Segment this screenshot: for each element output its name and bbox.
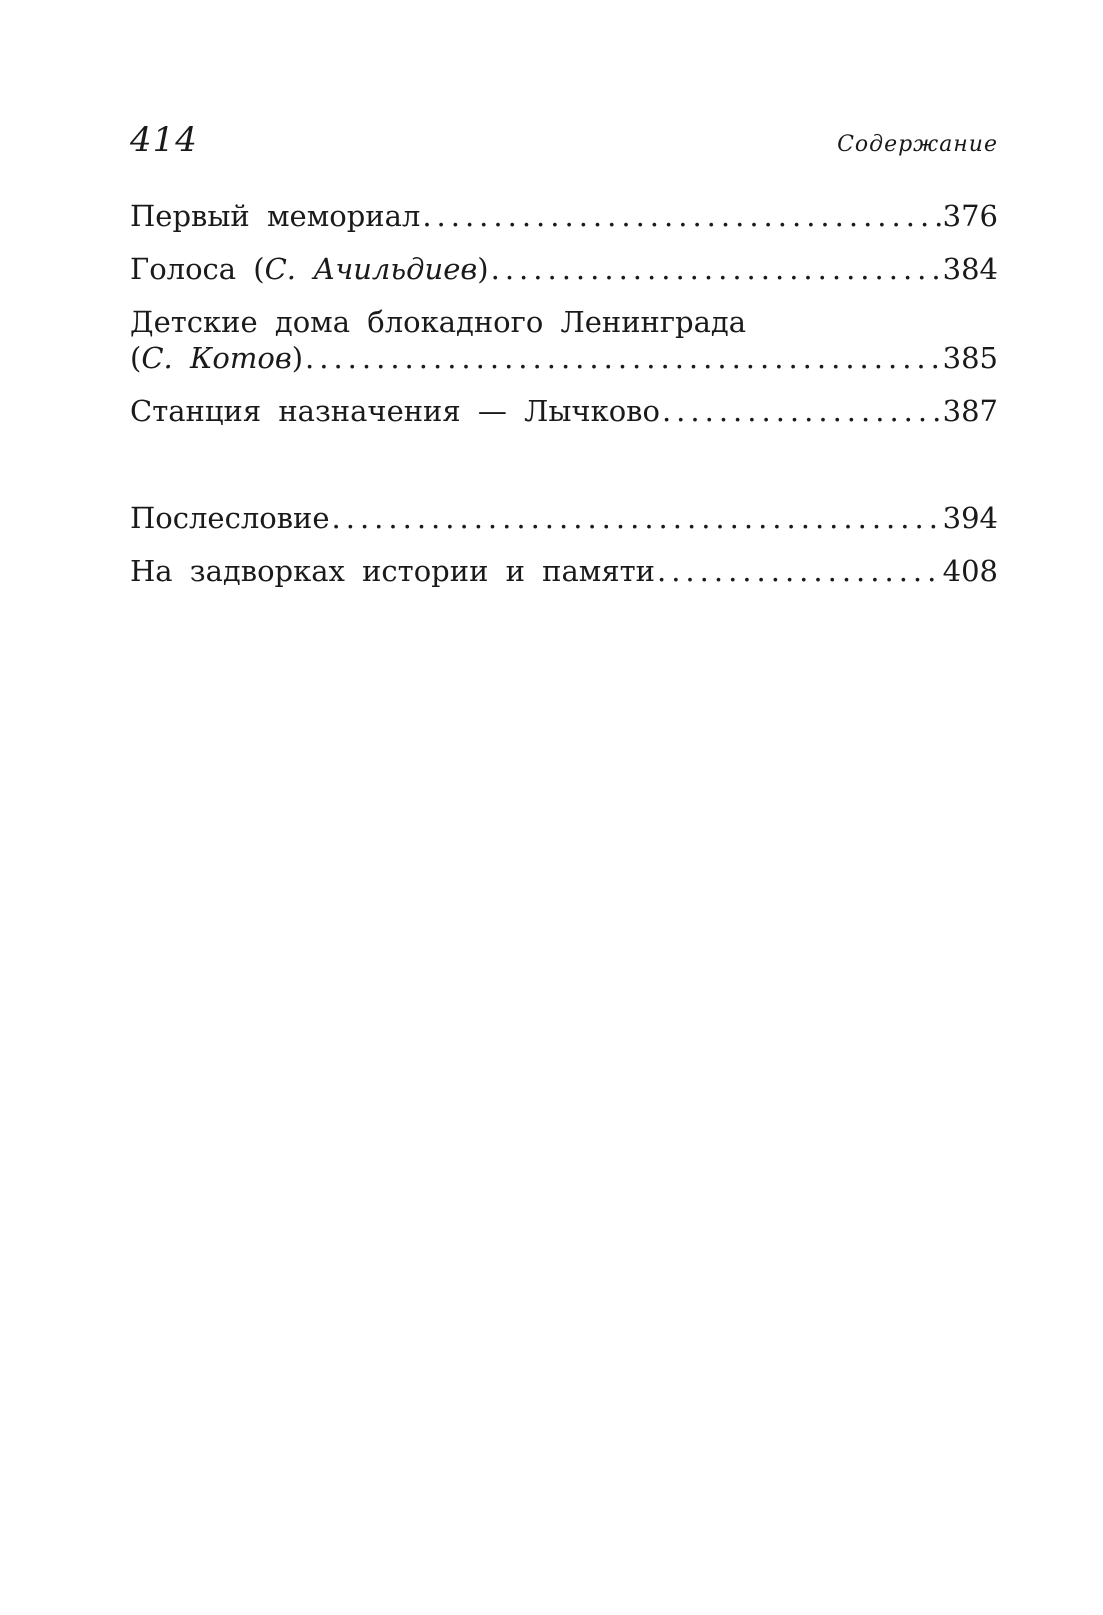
toc-leader-dots [662, 393, 941, 429]
toc-entry [130, 251, 998, 287]
toc-section-backmatter [130, 500, 998, 606]
toc-entry-author: С. Котов [141, 341, 292, 375]
toc-entry-title: Станция назначения — Лычково [130, 394, 660, 428]
toc-entry-line2 [130, 340, 998, 376]
toc-leader-dots [657, 553, 941, 589]
toc-entry [130, 553, 998, 589]
toc-leader-dots [422, 198, 940, 234]
toc-leader-dots [305, 340, 941, 376]
toc-entry [130, 393, 998, 429]
toc-entry [130, 304, 998, 376]
toc-entry-page: 394 [942, 501, 998, 535]
toc-entry-page: 376 [942, 199, 998, 233]
toc-entry-title: Детские дома блокадного Ленинграда [130, 305, 747, 339]
toc-entry-title [130, 251, 489, 287]
toc-entry-page: 408 [942, 554, 998, 588]
toc-entry-title-close: ) [477, 252, 489, 286]
section-title: Содержание [837, 132, 998, 157]
toc-entry [130, 198, 998, 234]
toc-entry-title: Послесловие [130, 501, 330, 535]
running-head [130, 120, 998, 180]
toc-section-main [130, 198, 998, 446]
toc-entry-title-cont [130, 340, 303, 376]
toc-entry-page: 387 [942, 394, 998, 428]
toc-entry-title-open: ( [130, 341, 142, 375]
toc-entry-title-text: Голоса ( [130, 252, 265, 286]
page-number: 414 [130, 120, 198, 160]
toc-leader-dots [491, 251, 941, 287]
toc-entry-page: 385 [942, 341, 998, 375]
toc-entry-author: С. Ачильдиев [264, 252, 478, 286]
toc-entry [130, 500, 998, 536]
toc-entry-title: На задворках истории и памяти [130, 554, 655, 588]
toc-entry-title-close: ) [291, 341, 304, 375]
toc-leader-dots [332, 500, 941, 536]
toc-entry-page: 384 [942, 252, 998, 286]
toc-entry-title: Первый мемориал [130, 199, 421, 233]
